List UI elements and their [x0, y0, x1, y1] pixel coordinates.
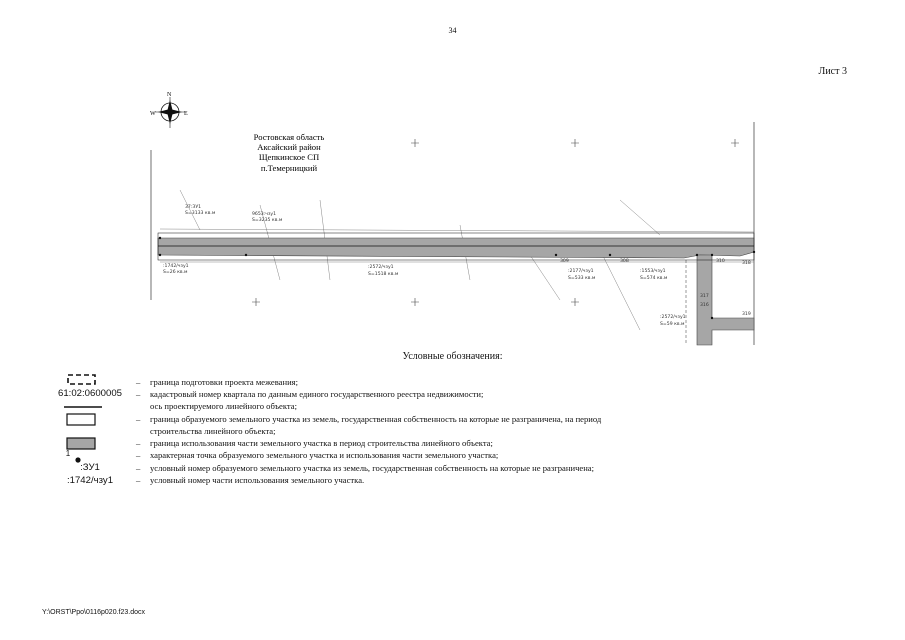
- svg-text:318: 318: [742, 261, 751, 266]
- region-line-3: Щепкинское СП: [258, 152, 320, 162]
- svg-text::2177/чзу1: :2177/чзу1: [568, 269, 594, 274]
- svg-text:316: 316: [700, 303, 709, 308]
- svg-text::1742/чзу1: :1742/чзу1: [163, 264, 189, 269]
- compass-east: E: [184, 111, 188, 117]
- dashed-boundary-icon: [68, 375, 95, 384]
- svg-text:S=3235 кв.м: S=3235 кв.м: [252, 218, 283, 223]
- legend-item-3: ось проектируемого линейного объекта;: [150, 401, 297, 411]
- plot-boundary-icon: [67, 414, 95, 425]
- compass-north: N: [167, 92, 172, 98]
- svg-text:308: 308: [620, 259, 629, 264]
- legend-title: Условные обозначения:: [402, 351, 503, 362]
- usage-band: [158, 238, 754, 258]
- svg-text:317: 317: [700, 294, 709, 299]
- region-line-1: Ростовская область: [253, 132, 325, 142]
- svg-text:37:ЗУ1: 37:ЗУ1: [185, 205, 202, 210]
- svg-text:S=574 кв.м: S=574 кв.м: [640, 276, 668, 281]
- legend-item-1: граница подготовки проекта межевания;: [150, 377, 299, 387]
- legend-item-4: граница образуемого земельного участка из земель, государственная собственность на которые не разграничена, на период: [150, 414, 602, 424]
- svg-text:S=533 кв.м: S=533 кв.м: [568, 276, 596, 281]
- legend-plot-number: :ЗУ1: [80, 462, 100, 473]
- legend-item-8: условный номер части использования земельного участка.: [150, 475, 365, 485]
- svg-text:S=59 кв.м: S=59 кв.м: [660, 322, 685, 327]
- legend-point-number: 1: [65, 449, 71, 458]
- legend-item-5: граница использования части земельного участка в период строительства линейного объекта;: [150, 438, 493, 448]
- region-line-4: п.Темерницкий: [260, 163, 318, 173]
- usage-band-branch: [697, 255, 754, 345]
- compass-west: W: [150, 111, 156, 117]
- svg-text:S=26 кв.м: S=26 кв.м: [163, 270, 188, 275]
- svg-text:319: 319: [742, 312, 751, 317]
- legend-item-7: условный номер образуемого земельного участка из земель, государственная собственность на которые не разграничена;: [150, 463, 595, 473]
- svg-text::2572/чзу1: :2572/чзу1: [660, 315, 686, 320]
- svg-text:S=3133 кв.м: S=3133 кв.м: [185, 211, 216, 216]
- sheet-label: Лист 3: [818, 66, 847, 77]
- svg-text::1553/чзу1: :1553/чзу1: [640, 269, 666, 274]
- legend-item-6: характерная точка образуемого земельного участка и использования части земельного участка;: [150, 450, 499, 460]
- legend-part-number: :1742/чзу1: [66, 475, 114, 486]
- legend-cadastral-number: 61:02:0600005: [57, 388, 123, 399]
- page-number: 34: [448, 26, 457, 35]
- svg-text:S=1518 кв.м: S=1518 кв.м: [368, 272, 399, 277]
- footer-file-path: Y:\ORST\Ppo\0116р020.f23.docx: [42, 609, 145, 616]
- usage-boundary-icon: [67, 438, 95, 449]
- compass-rose-icon: [150, 92, 188, 128]
- legend-item-4-cont: строительства линейного объекта;: [150, 426, 276, 436]
- region-line-2: Аксайский район: [257, 142, 321, 152]
- legend-item-2: кадастровый номер квартала по данным единого государственного реестра недвижимости;: [150, 389, 484, 399]
- svg-text::2572/чзу1: :2572/чзу1: [368, 265, 394, 270]
- svg-text:310: 310: [716, 259, 725, 264]
- svg-text:309: 309: [560, 259, 569, 264]
- svg-text:9653:чзу1: 9653:чзу1: [252, 212, 277, 217]
